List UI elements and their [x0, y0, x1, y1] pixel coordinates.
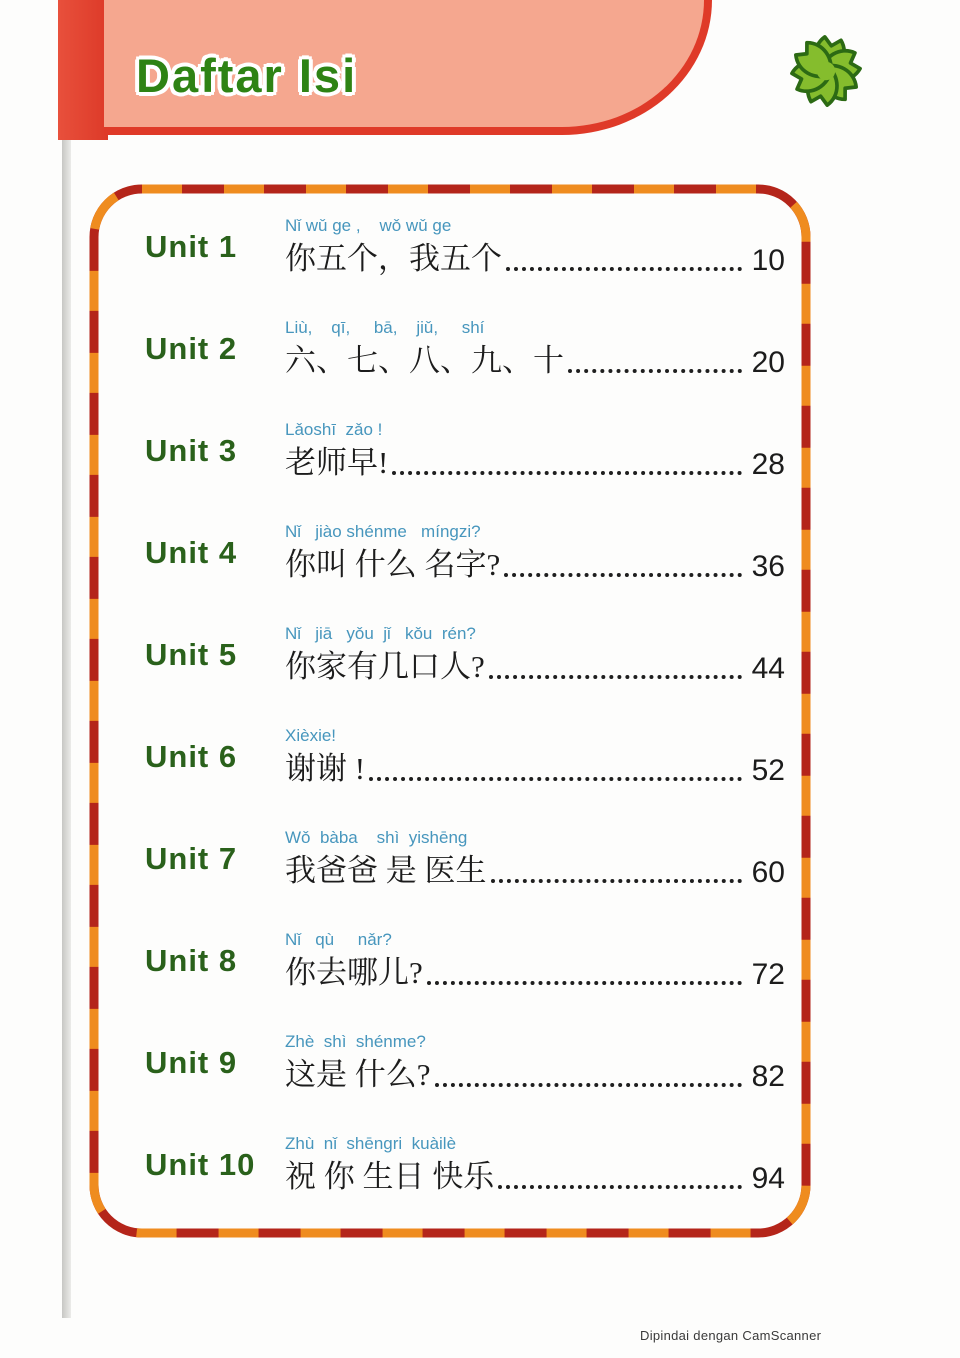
unit-chinese-title: 这是 什么?	[285, 1057, 431, 1092]
unit-pinyin: Nǐ jiā yǒu jǐ kǒu rén?	[285, 624, 476, 643]
unit-chinese-title: 我爸爸 是 医生	[285, 853, 487, 888]
green-flower-icon	[780, 22, 872, 125]
dotted-leader	[568, 369, 742, 373]
toc-list	[145, 215, 785, 1235]
unit-label: Unit 2	[145, 331, 238, 366]
unit-pinyin: Liù, qī, bā, jiǔ, shí	[285, 318, 485, 337]
page-number: 36	[751, 550, 785, 583]
unit-title-line	[285, 237, 785, 281]
dotted-leader	[392, 471, 741, 475]
page-edge-shadow	[62, 128, 71, 1318]
toc-row	[145, 521, 785, 587]
unit-title-line	[285, 849, 785, 893]
unit-entry	[285, 1133, 785, 1199]
unit-entry	[285, 521, 785, 587]
unit-chinese-title: 祝 你 生日 快乐	[285, 1159, 495, 1194]
unit-entry	[285, 215, 785, 281]
unit-chinese-title: 你去哪儿?	[285, 955, 423, 990]
unit-title-line	[285, 543, 785, 587]
unit-label: Unit 3	[145, 433, 238, 468]
toc-row	[145, 1031, 785, 1097]
toc-row	[145, 929, 785, 995]
unit-chinese-title: 谢谢 !	[285, 751, 366, 786]
toc-row	[145, 317, 785, 383]
dotted-leader	[435, 1083, 742, 1087]
unit-pinyin: Zhù nǐ shēngri kuàilè	[285, 1134, 457, 1153]
unit-chinese-title: 你家有几口人?	[285, 649, 485, 684]
unit-label: Unit 9	[145, 1045, 238, 1080]
unit-title-line	[285, 1053, 785, 1097]
unit-label: Unit 10	[145, 1147, 256, 1182]
unit-title-line	[285, 1155, 785, 1199]
page-number: 60	[751, 856, 785, 889]
dotted-leader	[489, 675, 742, 679]
scan-credit-text: Dipindai dengan CamScanner	[640, 1328, 822, 1343]
unit-label: Unit 1	[145, 229, 238, 264]
page-number: 72	[751, 958, 785, 991]
unit-label: Unit 5	[145, 637, 238, 672]
unit-pinyin: Xièxie!	[285, 726, 337, 745]
unit-label: Unit 7	[145, 841, 238, 876]
unit-label: Unit 8	[145, 943, 238, 978]
page-number: 20	[751, 346, 785, 379]
dotted-leader	[491, 879, 742, 883]
toc-row	[145, 1133, 785, 1199]
unit-label: Unit 6	[145, 739, 238, 774]
dotted-leader	[427, 981, 742, 985]
toc-row	[145, 419, 785, 485]
unit-pinyin: Nǐ wǔ ge , wǒ wǔ ge	[285, 216, 452, 235]
page-number: 82	[751, 1060, 785, 1093]
unit-chinese-title: 六、七、八、九、十	[285, 343, 564, 378]
unit-pinyin: Lǎoshī zǎo !	[285, 420, 383, 439]
toc-row	[145, 725, 785, 791]
unit-title-line	[285, 747, 785, 791]
dotted-leader	[498, 1185, 741, 1189]
banner-left-red-strip	[58, 0, 108, 140]
unit-chinese-title: 老师早!	[285, 445, 389, 480]
page-number: 94	[751, 1162, 785, 1195]
page-number: 52	[751, 754, 785, 787]
unit-entry	[285, 725, 785, 791]
page-number: 10	[751, 244, 785, 277]
unit-title-line	[285, 339, 785, 383]
unit-title-line	[285, 441, 785, 485]
dotted-leader	[504, 573, 741, 577]
dotted-leader	[506, 267, 742, 271]
unit-pinyin: Nǐ jiào shénme míngzi?	[285, 522, 481, 541]
unit-entry	[285, 419, 785, 485]
dotted-leader	[369, 777, 742, 781]
toc-row	[145, 623, 785, 689]
toc-box	[88, 183, 812, 1239]
unit-pinyin: Nǐ qù nǎr?	[285, 930, 392, 949]
page-title: Daftar Isi	[136, 49, 358, 102]
unit-pinyin: Zhè shì shénme?	[285, 1032, 426, 1051]
unit-entry	[285, 929, 785, 995]
unit-entry	[285, 1031, 785, 1097]
page-number: 28	[751, 448, 785, 481]
toc-row	[145, 215, 785, 281]
toc-row	[145, 827, 785, 893]
unit-entry	[285, 317, 785, 383]
unit-pinyin: Wǒ bàba shì yishēng	[285, 828, 468, 847]
unit-entry	[285, 623, 785, 689]
unit-chinese-title: 你叫 什么 名字?	[285, 547, 501, 582]
unit-chinese-title: 你五个，我五个	[285, 241, 502, 276]
unit-label: Unit 4	[145, 535, 238, 570]
unit-title-line	[285, 645, 785, 689]
page-number: 44	[751, 652, 785, 685]
unit-entry	[285, 827, 785, 893]
unit-title-line	[285, 951, 785, 995]
